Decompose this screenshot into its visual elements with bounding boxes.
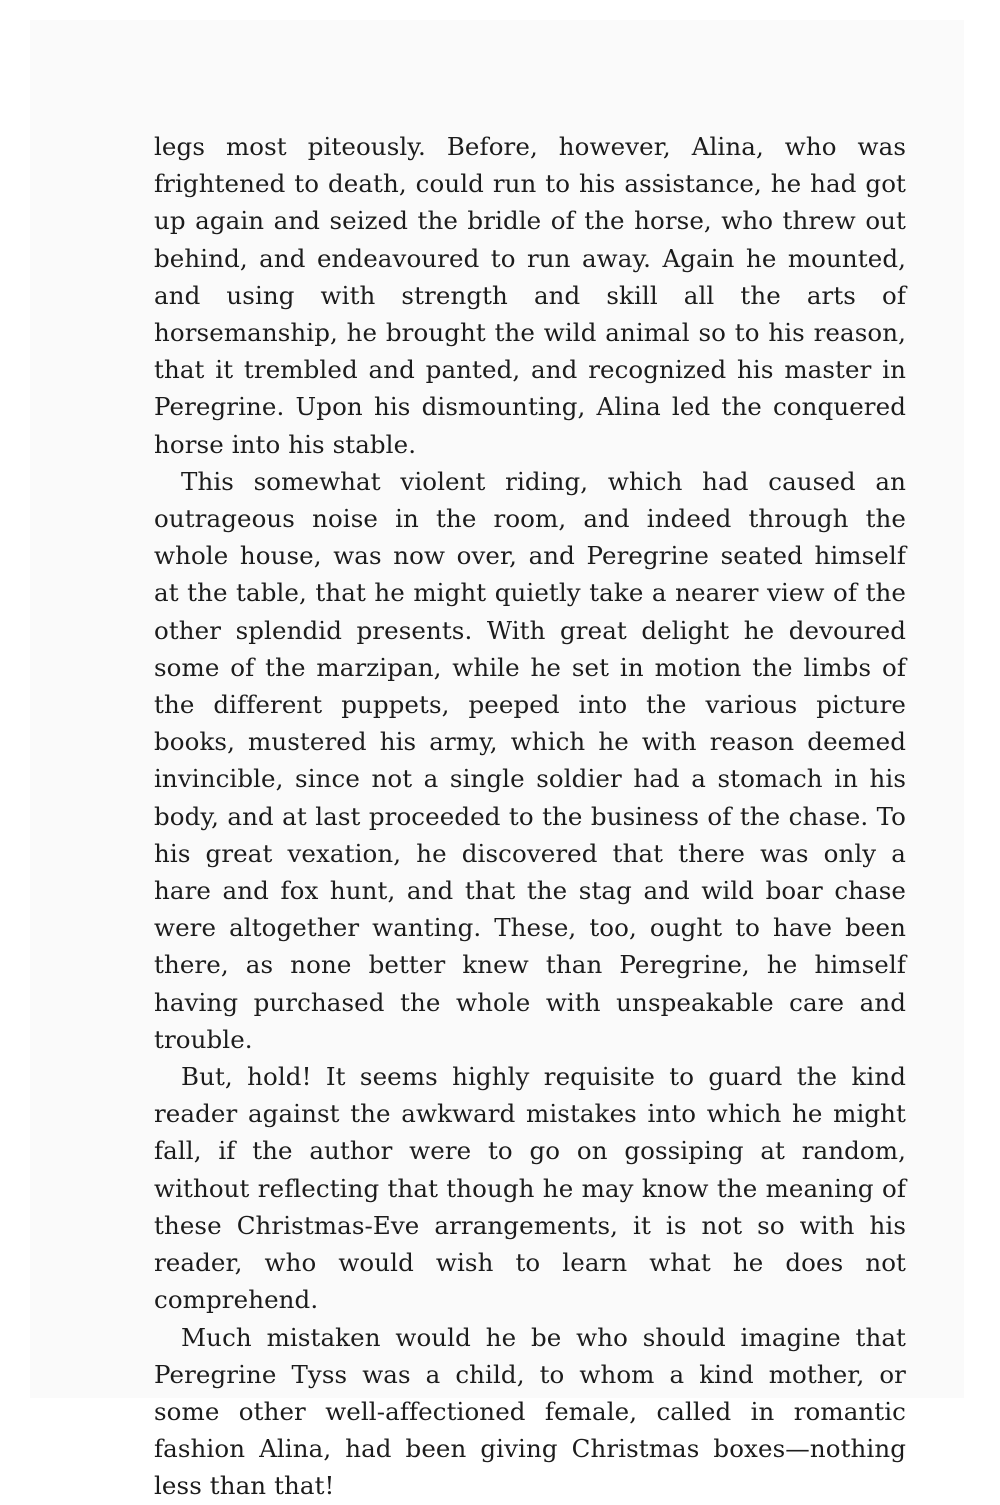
book-page <box>30 20 964 1501</box>
paragraph: This somewhat violent riding, which had caused an outrageous noise in the room, and indeed through the whole house, was now over, and Peregrine seated himself at the table, that he might quietly take a nearer view of the other splendid presents. With great delight he devoured some of the marzipan, while he set in motion the limbs of the different puppets, peeped into the various picture books, mustered his army, which he with reason deemed invincible, since not a single soldier had a stomach in his body, and at last proceeded to the business of the chase. To his great vexation, he discovered that there was only a hare and fox hunt, and that the stag and wild boar chase were altogether wanting. These, too, ought to have been there, as none better knew than Peregrine, he himself having purchased the whole with unspeakable care and trouble. <box>154 466 906 1054</box>
paragraph-continuation: legs most piteously. Before, however, Alina, who was frightened to death, could run to his assistance, he had got up again and seized the bridle of the horse, who threw out behind, and endeavoured to run away. Again he mounted, and using with strength and skill all the arts of horsemanship, he brought the wild animal so to his reason, that it trembled and panted, and recognized his master in Peregrine. Upon his dismounting, Alina led the conquered horse into his stable. <box>154 132 906 459</box>
paragraph: But, hold! It seems highly requisite to guard the kind reader against the awkward mistakes into which he might fall, if the author were to go on gossiping at random, without reflecting that though he may know the meaning of these Christmas-Eve arrangements, it is not so with his reader, who would wish to learn what he does not comprehend. <box>154 1062 906 1315</box>
body-text <box>154 128 906 1505</box>
paragraph: Much mistaken would he be who should imagine that Peregrine Tyss was a child, to whom a kind mother, or some other well-affectioned female, called in romantic fashion Alina, had been giving Christmas boxes—nothing less than that! <box>154 1322 906 1501</box>
